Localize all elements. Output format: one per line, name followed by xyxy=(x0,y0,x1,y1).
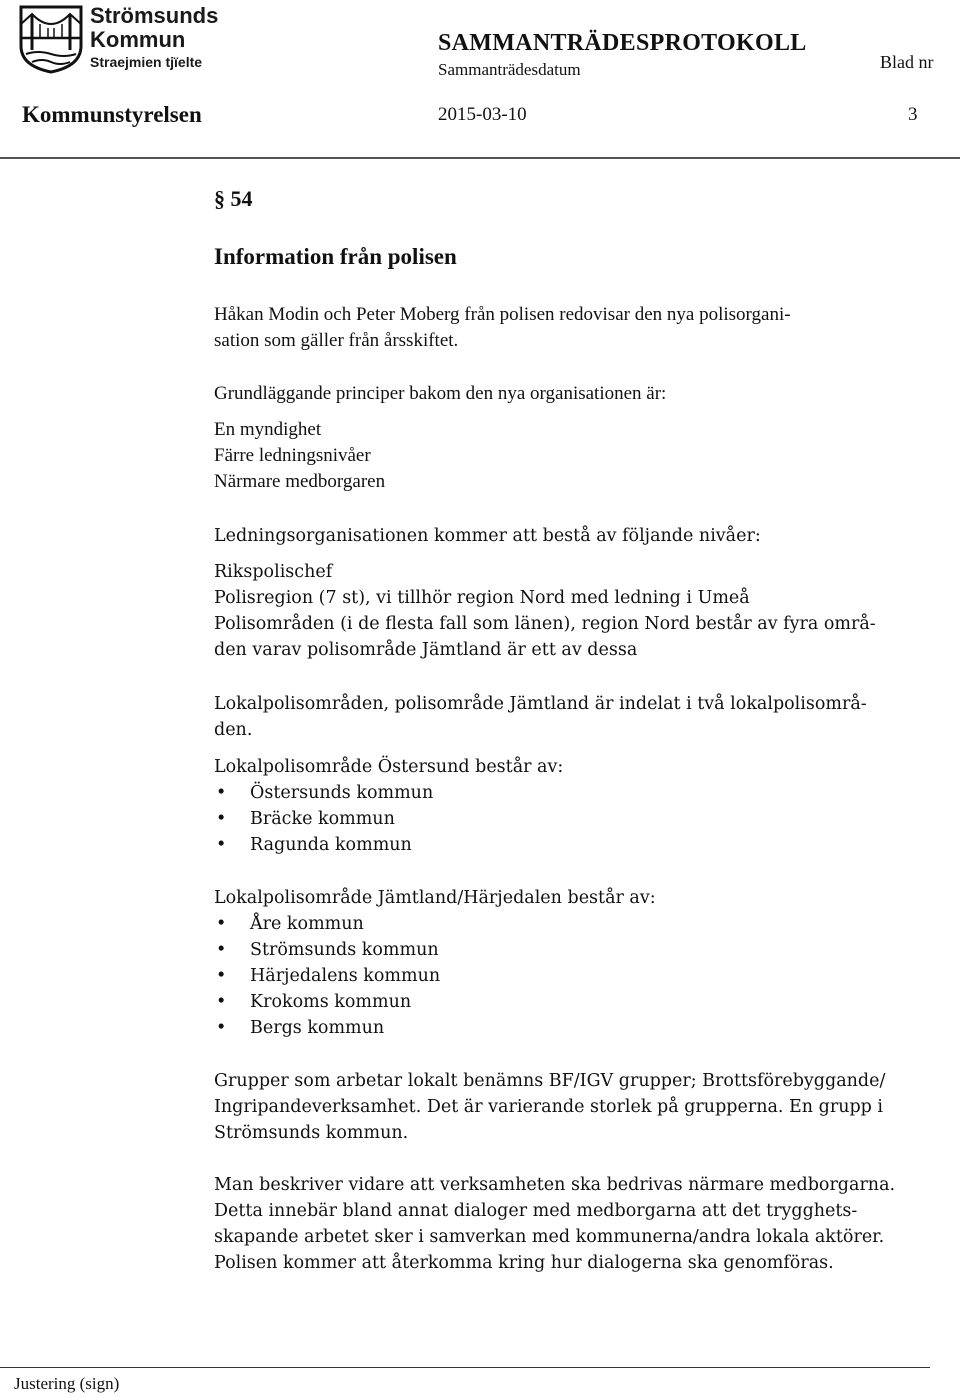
list-item-text: Härjedalens kommun xyxy=(250,966,441,986)
list-item xyxy=(214,989,440,1015)
bullet-icon: • xyxy=(216,835,227,855)
text-line: Grupper som arbetar lokalt benämns BF/IGV grupper; Brottsförebyggande/ xyxy=(214,1071,886,1091)
level-item: Rikspolischef xyxy=(214,562,333,582)
bullet-icon: • xyxy=(216,914,227,934)
bullet-icon: • xyxy=(216,809,227,829)
bullet-icon: • xyxy=(216,966,227,986)
logo-name-line2: Kommun xyxy=(90,27,186,52)
list-item-text: Åre kommun xyxy=(250,914,364,934)
jh-intro-text: Lokalpolisområde Jämtland/Härjedalen består av: xyxy=(214,888,656,908)
document-title: SAMMANTRÄDESPROTOKOLL xyxy=(438,30,807,56)
text-line: Ingripandeverksamhet. Det är varierande storlek på grupperna. En grupp i xyxy=(214,1097,884,1117)
text-line: den. xyxy=(214,720,253,740)
signature-label: Justering (sign) xyxy=(14,1374,120,1393)
ostersund-intro-text: Lokalpolisområde Östersund består av: xyxy=(214,757,564,777)
list-item-text: Bräcke kommun xyxy=(250,809,395,829)
list-item xyxy=(214,911,440,937)
logo-tagline: Straejmien tjïelte xyxy=(90,54,203,70)
list-item xyxy=(214,806,433,832)
text-line: Håkan Modin och Peter Moberg från polisen redovisar den nya polisorgani- xyxy=(214,304,791,325)
list-item-text: Ragunda kommun xyxy=(250,835,412,855)
bullet-icon: • xyxy=(216,783,227,803)
principles-paragraph xyxy=(214,381,930,495)
organ-name: Kommunstyrelsen xyxy=(22,102,202,127)
date-label: Sammanträdesdatum xyxy=(438,60,581,79)
bridge-crest-icon xyxy=(18,4,84,74)
logo-name-line1: Strömsunds xyxy=(90,3,219,28)
levels-paragraph xyxy=(214,523,930,663)
list-item xyxy=(214,780,433,806)
page-number: 3 xyxy=(908,104,918,125)
level-item: den varav polisområde Jämtland är ett av dessa xyxy=(214,640,638,660)
list-item-text: Strömsunds kommun xyxy=(250,940,439,960)
groups-paragraph xyxy=(214,1068,930,1146)
municipality-logo xyxy=(18,4,228,76)
levels-intro: Ledningsorganisationen kommer att bestå av följande nivåer: xyxy=(214,526,761,546)
ostersund-list xyxy=(214,780,433,858)
principle-item: En myndighet xyxy=(214,419,322,440)
section-number: § 54 xyxy=(214,186,253,211)
footer-divider xyxy=(0,1367,930,1368)
principle-item: Närmare medborgaren xyxy=(214,471,386,492)
level-item: Polisområden (i de flesta fall som länen), region Nord består av fyra områ- xyxy=(214,614,876,634)
meeting-date: 2015-03-10 xyxy=(438,104,527,125)
bullet-icon: • xyxy=(216,940,227,960)
jh-list xyxy=(214,911,440,1041)
text-line: skapande arbetet sker i samverkan med kommunerna/andra lokala aktörer. xyxy=(214,1227,885,1247)
list-item xyxy=(214,937,440,963)
text-line: Detta innebär bland annat dialoger med medborgarna att det trygghets- xyxy=(214,1201,858,1221)
page-label: Blad nr xyxy=(880,52,934,72)
ostersund-intro xyxy=(214,754,930,780)
bullet-icon: • xyxy=(216,992,227,1012)
text-line: Polisen kommer att återkomma kring hur dialogerna ska genomföras. xyxy=(214,1253,834,1273)
principles-intro: Grundläggande principer bakom den nya organisationen är: xyxy=(214,383,667,404)
list-item-text: Krokoms kommun xyxy=(250,992,412,1012)
list-item-text: Bergs kommun xyxy=(250,1018,385,1038)
principle-item: Färre ledningsnivåer xyxy=(214,445,371,466)
list-item-text: Östersunds kommun xyxy=(250,783,434,803)
jh-intro xyxy=(214,885,930,911)
text-line: Lokalpolisområden, polisområde Jämtland är indelat i två lokalpolisområ- xyxy=(214,694,867,714)
text-line: Strömsunds kommun. xyxy=(214,1123,409,1143)
list-item xyxy=(214,963,440,989)
header-divider xyxy=(0,157,960,159)
list-item xyxy=(214,832,433,858)
text-line: Man beskriver vidare att verksamheten ska bedrivas närmare medborgarna. xyxy=(214,1175,896,1195)
list-item xyxy=(214,1015,440,1041)
intro-paragraph xyxy=(214,302,930,354)
text-line: sation som gäller från årsskiftet. xyxy=(214,330,459,351)
local-paragraph xyxy=(214,691,930,743)
level-item: Polisregion (7 st), vi tillhör region Nord med ledning i Umeå xyxy=(214,588,750,608)
logo-name xyxy=(90,4,218,52)
bullet-icon: • xyxy=(216,1018,227,1038)
closing-paragraph xyxy=(214,1172,930,1276)
section-heading: Information från polisen xyxy=(214,244,457,269)
